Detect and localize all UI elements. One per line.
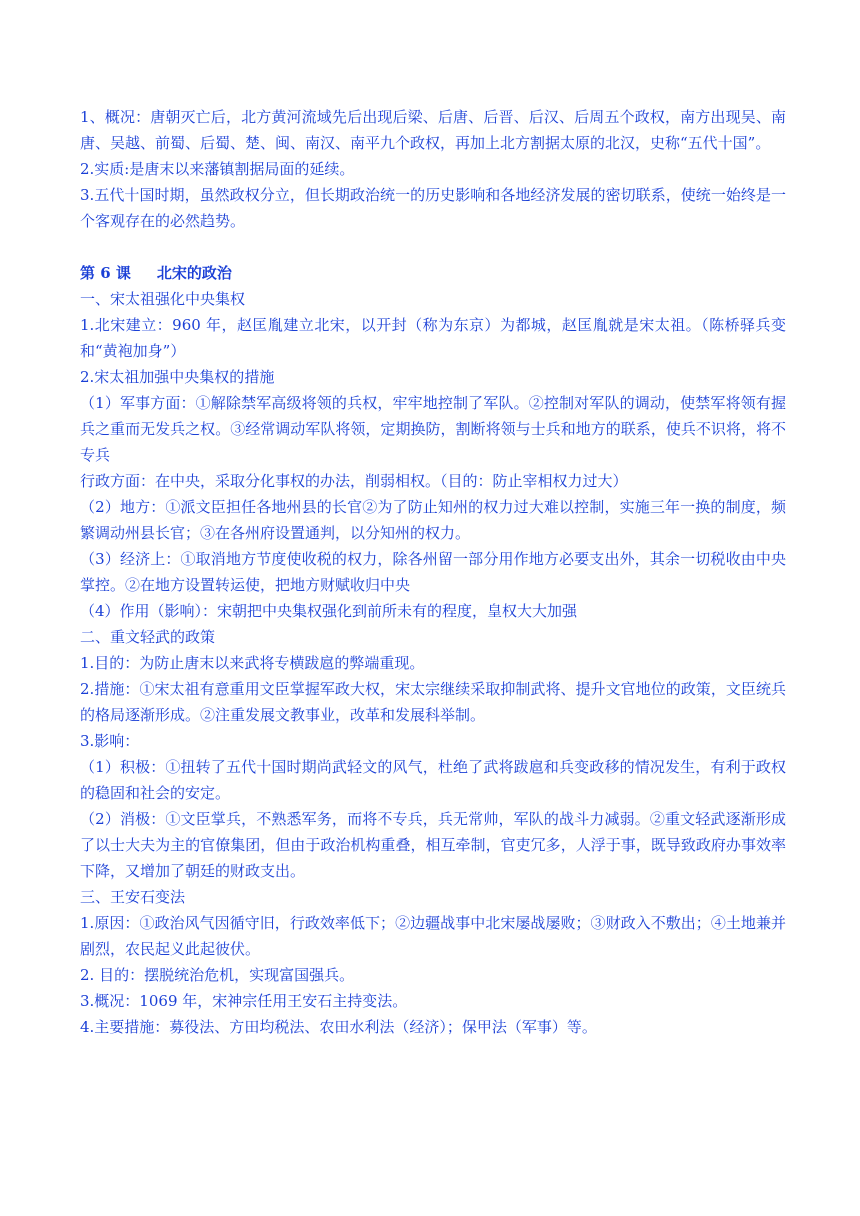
section2-line-5: （2）消极：①文臣掌兵，不熟悉军务，而将不专兵，兵无常帅，军队的战斗力减弱。②重文轻武逐渐形成了以士大夫为主的官僚集团，但由于政治机构重叠，相互牵制，官吏冗多，人浮于事，既导致政府办事效率下降，又增加了朝廷的财政支出。 [80, 810, 786, 880]
section1-line-6: （3）经济上：①取消地方节度使收税的权力，除各州留一部分用作地方必要支出外，其余一切税收由中央掌控。②在地方设置转运使，把地方财赋收归中央 [80, 550, 786, 594]
document-page [80, 104, 786, 1040]
section2-line-2: 2.措施：①宋太祖有意重用文臣掌握军政大权，宋太宗继续采取抑制武将、提升文官地位的政策，文臣统兵的格局逐渐形成。②注重发展文教事业，改革和发展科举制。 [80, 680, 786, 724]
section1-line-7: （4）作用（影响）：宋朝把中央集权强化到前所未有的程度，皇权大大加强 [80, 602, 578, 620]
section2-line-4: （1）积极：①扭转了五代十国时期尚武轻文的风气，杜绝了武将跋扈和兵变政移的情况发生，有利于政权的稳固和社会的安定。 [80, 758, 786, 802]
section1-line-1: 1.北宋建立：960 年，赵匡胤建立北宋，以开封（称为东京）为都城，赵匡胤就是宋太祖。（陈桥驿兵变和“黄袍加身”） [80, 316, 786, 360]
section1-line-5: （2）地方：①派文臣担任各地州县的长官②为了防止知州的权力过大难以控制，实施三年一换的制度，频繁调动州县长官；③在各州府设置通判，以分知州的权力。 [80, 498, 786, 542]
paragraph-spacer [80, 234, 786, 260]
lesson-number: 第 6 课 [80, 264, 131, 282]
section3-line-4: 4.主要措施：募役法、方田均税法、农田水利法（经济）；保甲法（军事）等。 [80, 1018, 597, 1036]
section-heading-2: 二、重文轻武的政策 [80, 628, 216, 646]
lesson-title [80, 260, 786, 286]
section3-line-2: 2. 目的：摆脱统治危机，实现富国强兵。 [80, 966, 355, 984]
intro-paragraph-1: 1、概况：唐朝灭亡后，北方黄河流域先后出现后梁、后唐、后晋、后汉、后周五个政权，南方出现吴、南唐、吴越、前蜀、后蜀、楚、闽、南汉、南平九个政权，再加上北方割据太原的北汉，史称“五代十国”。 [80, 108, 786, 152]
section3-line-3: 3.概况：1069 年，宋神宗任用王安石主持变法。 [80, 992, 408, 1010]
section-heading-3: 三、王安石变法 [80, 888, 186, 906]
section2-line-3: 3.影响： [80, 732, 140, 750]
section1-line-4: 行政方面：在中央，采取分化事权的办法，削弱相权。（目的：防止宰相权力过大） [80, 472, 628, 490]
section3-line-1: 1.原因：①政治风气因循守旧，行政效率低下；②边疆战事中北宋屡战屡败；③财政入不敷出；④土地兼并剧烈，农民起义此起彼伏。 [80, 914, 786, 958]
intro-paragraph-2: 2.实质:是唐末以来藩镇割据局面的延续。 [80, 160, 355, 178]
section2-line-1: 1.目的：为防止唐末以来武将专横跋扈的弊端重现。 [80, 654, 425, 672]
intro-paragraph-3: 3.五代十国时期，虽然政权分立，但长期政治统一的历史影响和各地经济发展的密切联系，使统一始终是一个客观存在的必然趋势。 [80, 186, 786, 230]
section1-line-3: （1）军事方面：①解除禁军高级将领的兵权，牢牢地控制了军队。②控制对军队的调动，使禁军将领有握兵之重而无发兵之权。③经常调动军队将领，定期换防，割断将领与士兵和地方的联系，使兵不识将，将不专兵 [80, 394, 786, 464]
section-heading-1: 一、宋太祖强化中央集权 [80, 290, 246, 308]
section1-line-2: 2.宋太祖加强中央集权的措施 [80, 368, 275, 386]
lesson-name: 北宋的政治 [156, 264, 232, 282]
